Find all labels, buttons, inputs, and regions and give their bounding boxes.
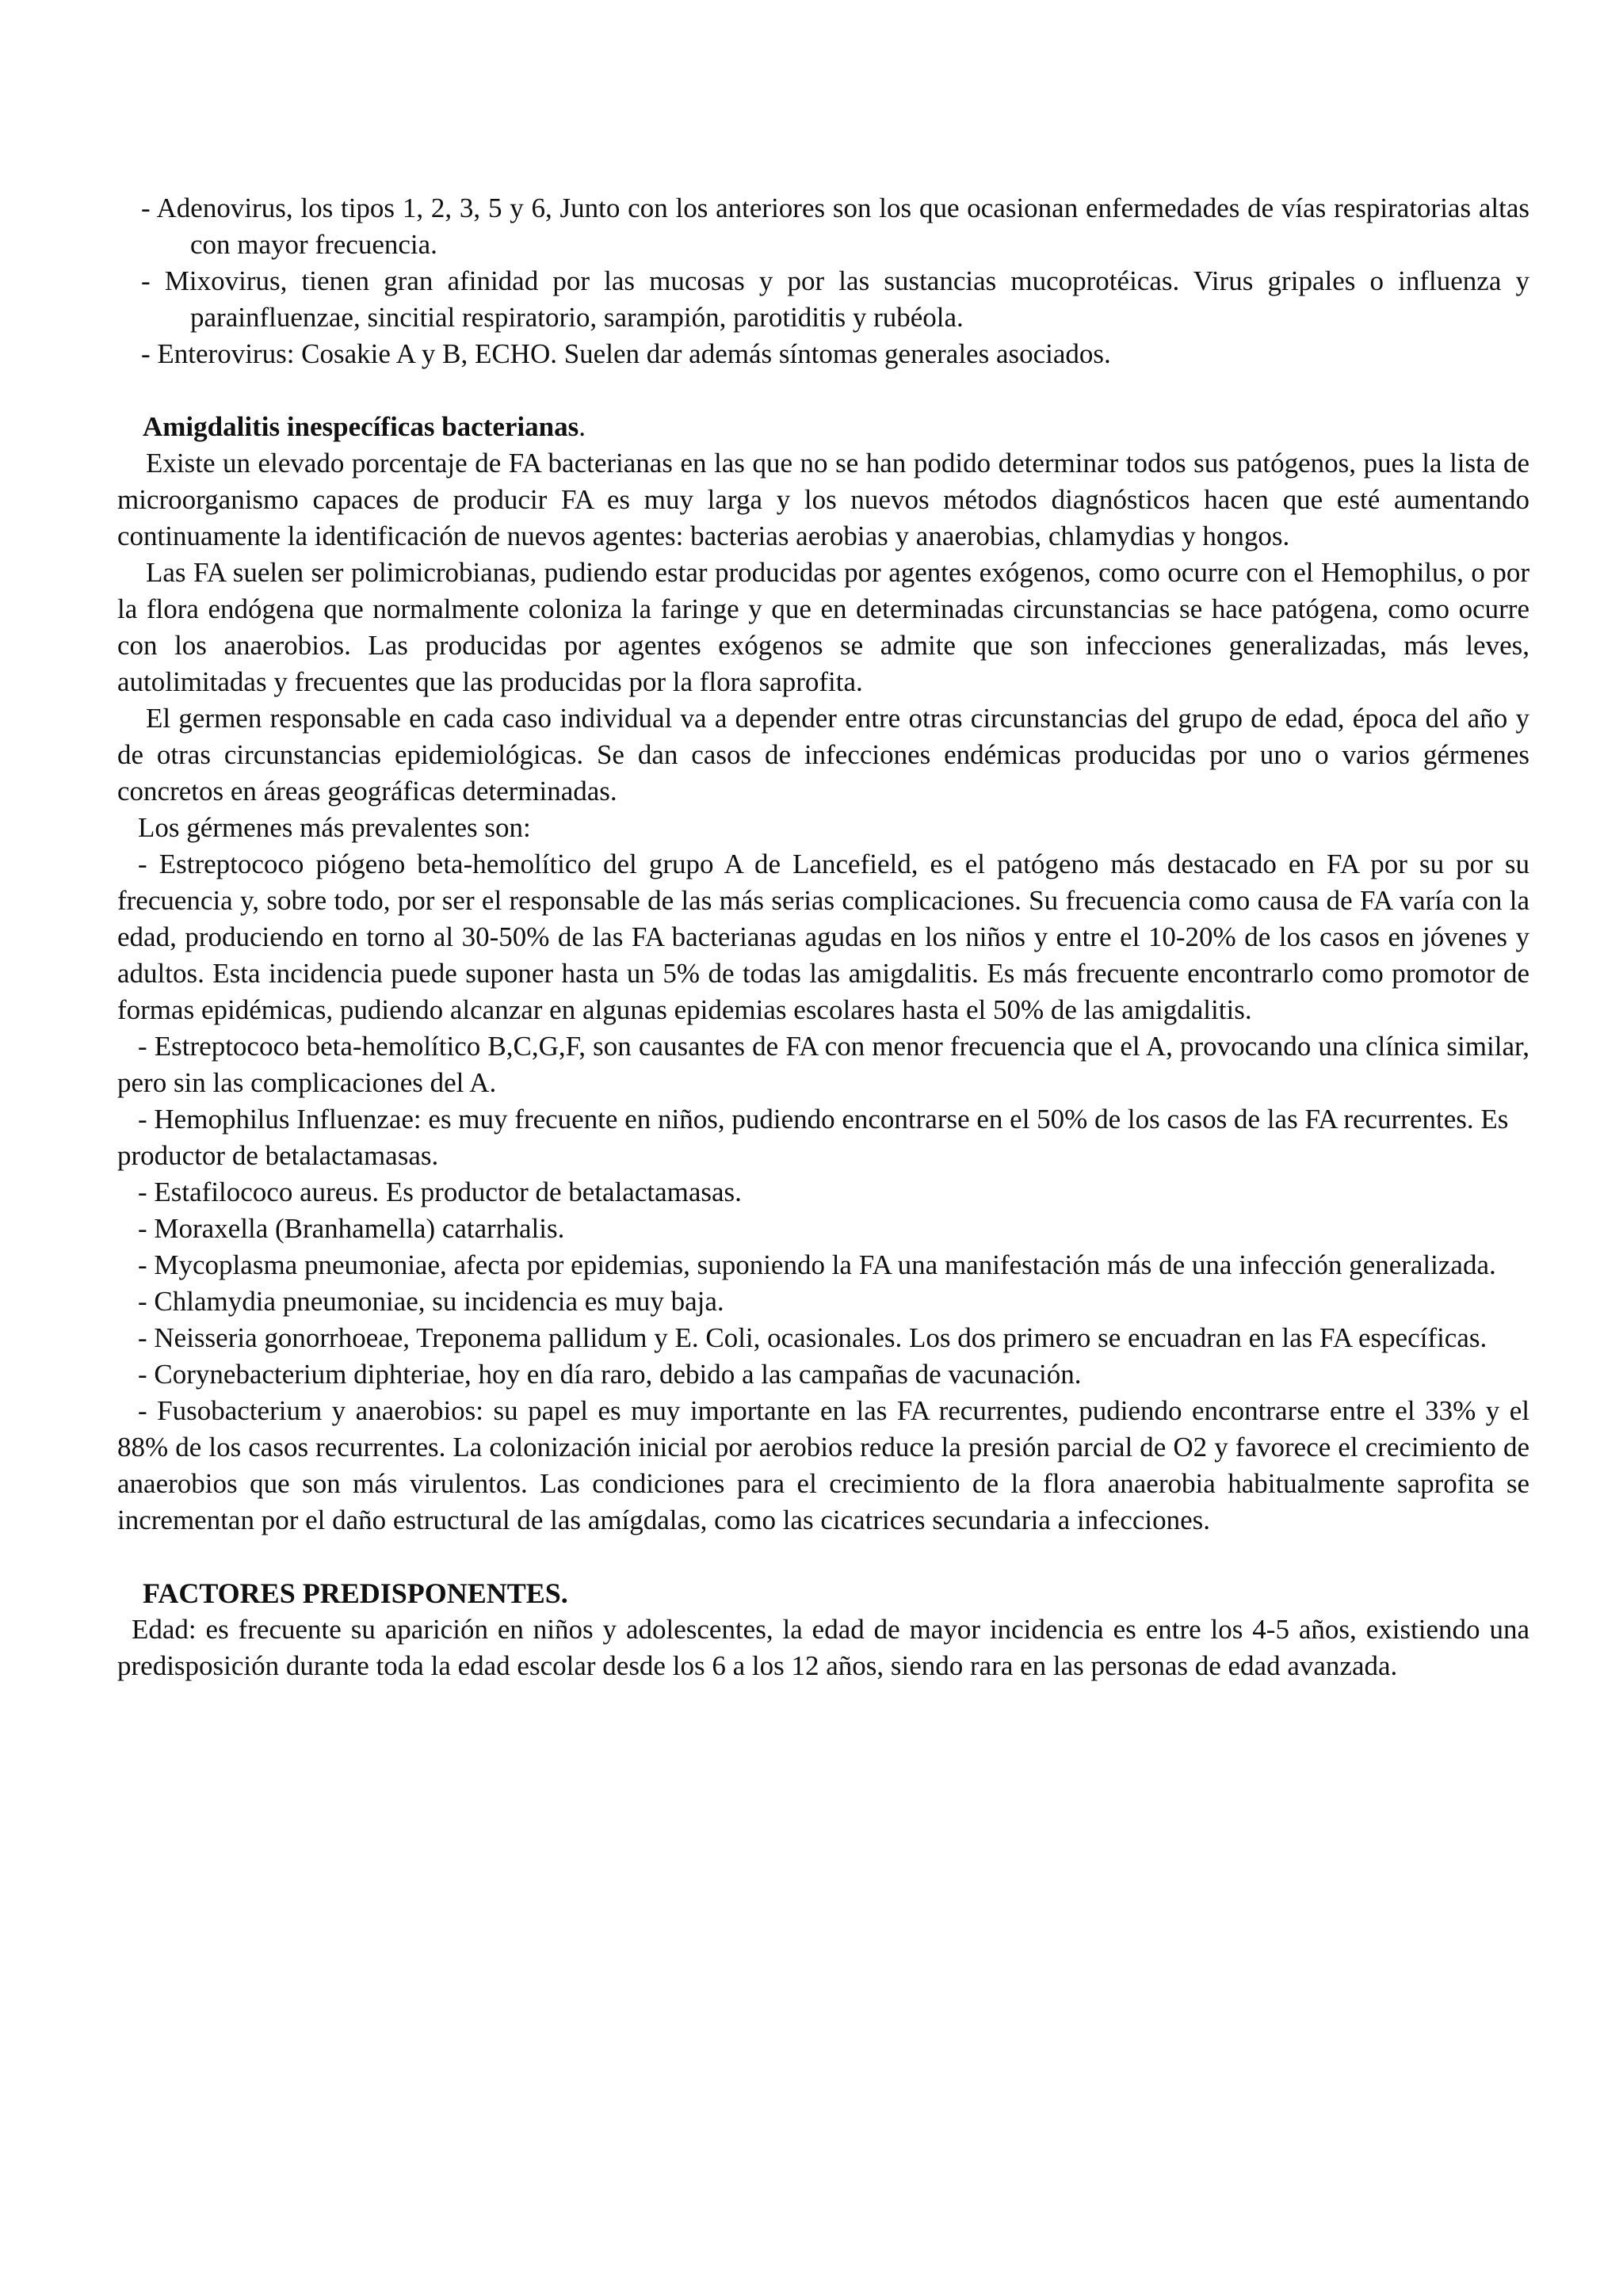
germ-item-staphylococcus: - Estafilococo aureus. Es productor de betalactamasas. (138, 1177, 742, 1207)
virus-item-enterovirus: - Enterovirus: Cosakie A y B, ECHO. Suelen dar además síntomas generales asociados. (141, 338, 1111, 369)
section-heading-factors: FACTORES PREDISPONENTES. (143, 1577, 568, 1609)
section-heading-bacterial-text: Amigdalitis inespecíficas bacterianas (143, 411, 579, 442)
paragraph: Las FA suelen ser polimicrobianas, pudiendo estar producidas por agentes exógenos, como ocurre con el Hemophilus, o por la flora endógena que normalmente coloniza la faringe y que en determinadas circunstancias se hace patógena, como ocurre con los anaerobios. Las producidas por agentes exógenos se admite que son infecciones generalizadas, más leves, autolimitadas y frecuentes que las producidas por la flora saprofita. (117, 557, 1529, 697)
germ-item-corynebacterium: - Corynebacterium diphteriae, hoy en día raro, debido a las campañas de vacunación. (138, 1359, 1082, 1390)
germ-item-moraxella: - Moraxella (Branhamella) catarrhalis. (138, 1213, 565, 1244)
paragraph: Existe un elevado porcentaje de FA bacterianas en las que no se han podido determinar todos sus patógenos, pues la lista de microorganismo capaces de producir FA es muy larga y los nuevos métodos diagnósticos hacen que esté aumentando continuamente la identificación de nuevos agentes: bacterias aerobias y anaerobias, chlamydias y hongos. (117, 448, 1529, 551)
paragraph: Edad: es frecuente su aparición en niños y adolescentes, la edad de mayor incidencia es entre los 4-5 años, existiendo una predisposición durante toda la edad escolar desde los 6 a los 12 años, siendo rara en las personas de edad avanzada. (117, 1614, 1529, 1681)
virus-item-adenovirus: - Adenovirus, los tipos 1, 2, 3, 5 y 6, Junto con los anteriores son los que ocasionan enfermedades de vías respiratorias altas con mayor frecuencia. (141, 193, 1529, 260)
germ-item-hemophilus: - Hemophilus Influenzae: es muy frecuente en niños, pudiendo encontrarse en el 50% de los casos de las FA recurrentes. Es productor de betalactamasas. (117, 1104, 1509, 1171)
germ-item-streptococcus-bcgf: - Estreptococo beta-hemolítico B,C,G,F, son causantes de FA con menor frecuencia que el A, provocando una clínica similar, pero sin las complicaciones del A. (117, 1031, 1529, 1098)
spacer (117, 372, 1529, 409)
virus-item-mixovirus: - Mixovirus, tienen gran afinidad por las mucosas y por las sustancias mucoprotéicas. Virus gripales o influenza y parainfluenzae, sincitial respiratorio, sarampión, parotiditis y rubéola. (141, 265, 1529, 333)
section-heading-bacterial-suffix: . (579, 411, 586, 442)
spacer (117, 1539, 1529, 1575)
germ-item-streptococcus-a: - Estreptococo piógeno beta-hemolítico del grupo A de Lancefield, es el patógeno más destacado en FA por su por su frecuencia y, sobre todo, por ser el responsable de las más serias complicaciones. Su frecuencia como causa de FA varía con la edad, produciendo en torno al 30-50% de las FA bacterianas agudas en los niños y entre el 10-20% de los casos en jóvenes y adultos. Esta incidencia puede suponer hasta un 5% de todas las amigdalitis. Es más frecuente encontrarlo como promotor de formas epidémicas, pudiendo alcanzar en algunas epidemias escolares hasta el 50% de las amigdalitis. (117, 849, 1529, 1025)
germ-item-neisseria: - Neisseria gonorrhoeae, Treponema pallidum y E. Coli, ocasionales. Los dos primero se encuadran en las FA específicas. (138, 1322, 1487, 1353)
section-heading-bacterial (143, 409, 1529, 445)
germ-item-fusobacterium: - Fusobacterium y anaerobios: su papel es muy importante en las FA recurrentes, pudiendo encontrarse entre el 33% y el 88% de los casos recurrentes. La colonización inicial por aerobios reduce la presión parcial de O2 y favorece el crecimiento de anaerobios que son más virulentos. Las condiciones para el crecimiento de la flora anaerobia habitualmente saprofita se incrementan por el daño estructural de las amígdalas, como las cicatrices secundaria a infecciones. (117, 1395, 1529, 1535)
paragraph: El germen responsable en cada caso individual va a depender entre otras circunstancias del grupo de edad, época del año y de otras circunstancias epidemiológicas. Se dan casos de infecciones endémicas producidas por uno o varios gérmenes concretos en áreas geográficas determinadas. (117, 703, 1529, 807)
germ-item-chlamydia: - Chlamydia pneumoniae, su incidencia es muy baja. (138, 1286, 724, 1317)
paragraph: Los gérmenes más prevalentes son: (138, 812, 531, 843)
germ-item-mycoplasma: - Mycoplasma pneumoniae, afecta por epidemias, suponiendo la FA una manifestación más de una infección generalizada. (138, 1249, 1496, 1280)
document-page (117, 190, 1529, 1684)
